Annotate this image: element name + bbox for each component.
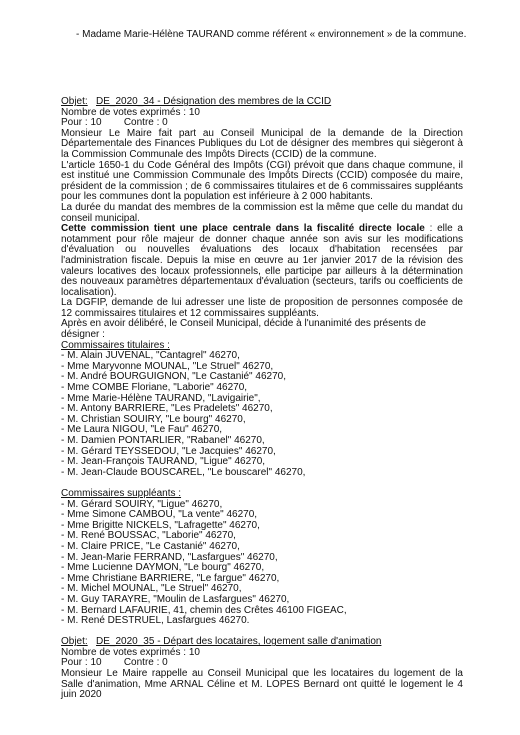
paragraph-dgfip: La DGFIP, demande de lui adresser une liste de proposition de personnes composée de 12 commissaires titulaires et 12 commissaires suppléants. xyxy=(61,297,463,319)
votes-count: Nombre de votes exprimés : 10 xyxy=(61,106,200,118)
list-item: - M. René BOUSSAC, "Laborie" 46270, xyxy=(61,530,236,542)
list-item: - Mme Lucienne DAYMON, "Le bourg" 46270, xyxy=(61,562,265,574)
paragraph-demande: Monsieur Le Maire fait part au Conseil Municipal de la demande de la Direction Départementale des Finances Publiques du Lot de désigner des membres qui siègeront à la Commission Communale des Impôts Directs (CCID) de la commune. xyxy=(61,127,463,160)
list-item: - M. Jean-François TAURAND, "Ligue" 46270, xyxy=(61,456,266,468)
suppleants-heading xyxy=(61,489,463,500)
suppleants-heading-text: Commissaires suppléants : xyxy=(61,487,182,499)
list-item: - M. Guy TARAYRE, "Moulin de Lasfargues" 46270, xyxy=(61,593,290,605)
paragraph-decision: Après en avoir délibéré, le Conseil Municipal, décide à l'unanimité des présents de désigner : xyxy=(61,318,426,341)
list-item: - M. Jean-Claude BOUSCAREL, "Le bouscarel" 46270, xyxy=(61,466,306,478)
list-item: - Mme Simone CAMBOU, "La vente" 46270, xyxy=(61,509,258,521)
list-item: - Mme Brigitte NICKELS, "Lafragette" 46270, xyxy=(61,519,260,531)
paragraph-locataires: Monsieur Le Maire rappelle au Conseil Municipal que les locataires du logement de la Salle d'animation, Mme ARNAL Céline et M. LOPES Bernard ont quitté le logement le 4 juin 2020 xyxy=(61,668,463,701)
list-item: - M. André BOURGUIGNON, "Le Castanié" 46270, xyxy=(61,371,286,383)
list-item: - M. Jean-Marie FERRAND, "Lasfargues" 46270, xyxy=(61,551,278,563)
list-item: - M. Gérard SOUIRY, "Ligue" 46270, xyxy=(61,498,223,510)
list-item: - Mme Christiane BARRIERE, "Le fargue" 46270, xyxy=(61,572,280,584)
objet-label: Objet: xyxy=(61,96,88,107)
objet-title: DE_2020_35 - Départ des locataires, logement salle d'animation xyxy=(96,636,382,648)
vote-pour: Pour : 10 xyxy=(61,117,102,129)
vote-contre: Contre : 0 xyxy=(123,117,168,129)
list-item: - M. Gérard TEYSSEDOU, "Le Jacquies" 46270, xyxy=(61,445,276,457)
list-item: - M. Antony BARRIERE, "Les Pradelets" 46270, xyxy=(61,403,273,415)
objet-heading-ccid xyxy=(61,97,463,108)
list-item: - M. Bernard LAFAURIE, 41, chemin des Crêtes 46100 FIGEAC, xyxy=(61,604,347,616)
list-item: - Me Laura NIGOU, "Le Fau" 46270, xyxy=(61,424,223,436)
previous-item-line: - Madame Marie-Hélène TAURAND comme référent « environnement » de la commune. xyxy=(76,29,467,40)
vote-pour: Pour : 10 xyxy=(61,657,102,669)
role-text: : elle a notamment pour rôle majeur de donner chaque année son avis sur les modifications d'évaluation ou nouvelles évaluations des locaux d'habitation recensées par l'administration fiscale. Depuis la mise en œuvre au 1er janvier 2017 de la révision des valeurs locatives des locaux professionnels, elle participe par ailleurs à la détermination des nouveaux paramètres départementaux d'évaluation (secteurs, tarifs ou coefficients de localisation). xyxy=(61,223,463,298)
list-item: - M. Damien PONTARLIER, "Rabanel" 46270, xyxy=(61,435,265,446)
titulaires-list xyxy=(61,351,463,478)
objet-label: Objet: xyxy=(61,636,88,648)
suppleants-list xyxy=(61,500,463,627)
titulaires-heading-text: Commissaires titulaires : xyxy=(61,339,170,351)
list-item: - M. René DESTRUEL, Lasfargues 46270. xyxy=(61,615,250,627)
document-content xyxy=(61,97,463,701)
list-item: - Mme Maryvonne MOUNAL, "Le Struel" 46270, xyxy=(61,360,274,372)
list-item: - M. Michel MOUNAL, "Le Struel" 46270, xyxy=(61,583,242,595)
paragraph-duree: La durée du mandat des membres de la commission est la même que celle du mandat du conseil municipal. xyxy=(61,201,463,224)
paragraph-article: L'article 1650-1 du Code Général des Impôts (CGI) prévoit que dans chaque commune, il est institué une Commission Communale des Impôts Directs (CCID) composée du maire, président de la commission ; de 6 commissaires titulaires et de 6 commissaires suppléants pour les communes dont la population est inférieure à 2 000 habitants. xyxy=(61,159,463,203)
list-item: - Mme COMBE Floriane, "Laborie" 46270, xyxy=(61,382,248,394)
votes-count: Nombre de votes exprimés : 10 xyxy=(61,646,200,658)
list-item: - Mme Marie-Hélène TAURAND, "Lavigairie", xyxy=(61,392,261,404)
paragraph-role xyxy=(61,224,463,298)
list-item: - M. Alain JUVENAL, "Cantagrel" 46270, xyxy=(61,350,240,362)
list-item: - M. Christian SOUIRY, "Le bourg" 46270, xyxy=(61,413,246,425)
vote-contre: Contre : 0 xyxy=(123,657,168,669)
role-bold-text: Cette commission tient une place centrale dans la fiscalité directe locale xyxy=(61,223,425,235)
objet-title: DE_2020_34 - Désignation des membres de la CCID xyxy=(96,96,332,107)
list-item: - M. Claire PRICE, "Le Castanié" 46270, xyxy=(61,540,240,552)
